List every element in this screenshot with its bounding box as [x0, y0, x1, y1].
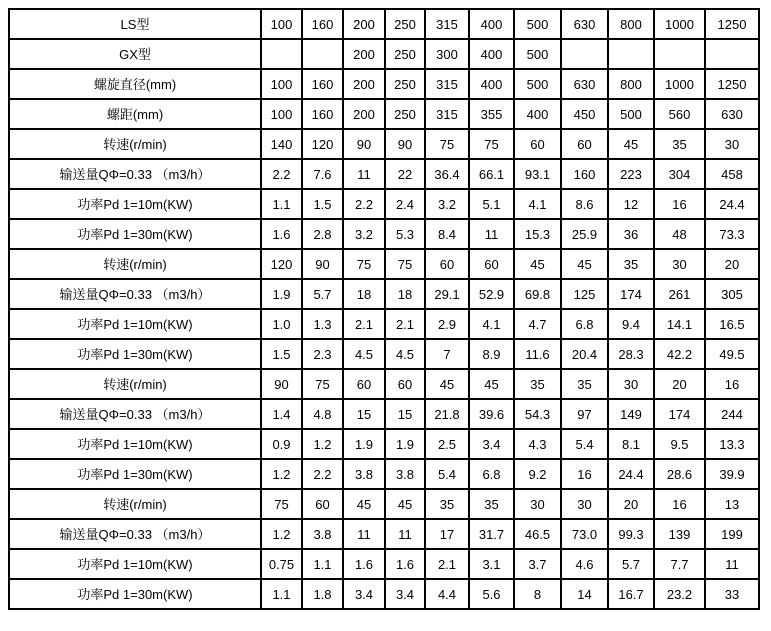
value-cell: 4.1	[469, 309, 514, 339]
value-cell: 54.3	[514, 399, 561, 429]
value-cell: 48	[654, 219, 705, 249]
value-cell: 0.9	[261, 429, 302, 459]
value-cell: 21.8	[425, 399, 469, 429]
table-row	[9, 279, 759, 309]
value-cell: 3.4	[343, 579, 385, 609]
value-cell: 75	[385, 249, 425, 279]
value-cell: 800	[608, 9, 654, 39]
value-cell: 560	[654, 99, 705, 129]
value-cell: 100	[261, 99, 302, 129]
value-cell: 75	[469, 129, 514, 159]
value-cell: 66.1	[469, 159, 514, 189]
value-cell: 100	[261, 69, 302, 99]
value-cell: 31.7	[469, 519, 514, 549]
value-cell: 250	[385, 69, 425, 99]
row-label: 输送量QΦ=0.33 （m3/h）	[9, 159, 261, 189]
value-cell: 15	[343, 399, 385, 429]
value-cell: 11	[705, 549, 759, 579]
value-cell: 45	[469, 369, 514, 399]
value-cell: 20	[608, 489, 654, 519]
table-row	[9, 459, 759, 489]
row-label: 功率Pd 1=30m(KW)	[9, 219, 261, 249]
value-cell: 90	[343, 129, 385, 159]
value-cell: 16.7	[608, 579, 654, 609]
value-cell: 75	[302, 369, 343, 399]
value-cell: 1.9	[385, 429, 425, 459]
value-cell: 11	[469, 219, 514, 249]
value-cell: 199	[705, 519, 759, 549]
value-cell: 69.8	[514, 279, 561, 309]
value-cell: 630	[561, 9, 608, 39]
value-cell: 60	[425, 249, 469, 279]
value-cell: 30	[514, 489, 561, 519]
value-cell: 1.4	[261, 399, 302, 429]
table-row	[9, 189, 759, 219]
table-row	[9, 39, 759, 69]
value-cell: 45	[343, 489, 385, 519]
value-cell: 39.9	[705, 459, 759, 489]
table-row	[9, 309, 759, 339]
value-cell: 15	[385, 399, 425, 429]
value-cell: 160	[561, 159, 608, 189]
value-cell: 16	[561, 459, 608, 489]
value-cell: 49.5	[705, 339, 759, 369]
value-cell: 1000	[654, 9, 705, 39]
value-cell: 1.1	[302, 549, 343, 579]
value-cell: 2.1	[343, 309, 385, 339]
value-cell: 24.4	[705, 189, 759, 219]
value-cell: 3.4	[469, 429, 514, 459]
value-cell: 75	[425, 129, 469, 159]
value-cell: 20	[654, 369, 705, 399]
value-cell: 174	[654, 399, 705, 429]
value-cell: 36	[608, 219, 654, 249]
value-cell: 30	[561, 489, 608, 519]
value-cell: 400	[514, 99, 561, 129]
value-cell: 450	[561, 99, 608, 129]
value-cell: 35	[561, 369, 608, 399]
value-cell: 160	[302, 99, 343, 129]
value-cell: 99.3	[608, 519, 654, 549]
table-row	[9, 519, 759, 549]
value-cell: 20.4	[561, 339, 608, 369]
value-cell: 36.4	[425, 159, 469, 189]
value-cell: 29.1	[425, 279, 469, 309]
row-label: 功率Pd 1=10m(KW)	[9, 429, 261, 459]
row-label: 功率Pd 1=30m(KW)	[9, 459, 261, 489]
value-cell: 13.3	[705, 429, 759, 459]
value-cell: 2.2	[343, 189, 385, 219]
value-cell: 9.5	[654, 429, 705, 459]
value-cell: 5.7	[302, 279, 343, 309]
row-label: 功率Pd 1=30m(KW)	[9, 579, 261, 609]
value-cell: 2.4	[385, 189, 425, 219]
value-cell: 60	[343, 369, 385, 399]
value-cell: 304	[654, 159, 705, 189]
value-cell: 4.5	[343, 339, 385, 369]
value-cell: 45	[608, 129, 654, 159]
value-cell: 139	[654, 519, 705, 549]
value-cell: 97	[561, 399, 608, 429]
value-cell: 9.2	[514, 459, 561, 489]
value-cell: 8.9	[469, 339, 514, 369]
value-cell: 6.8	[561, 309, 608, 339]
value-cell: 200	[343, 39, 385, 69]
value-cell: 200	[343, 69, 385, 99]
value-cell: 2.5	[425, 429, 469, 459]
value-cell: 300	[425, 39, 469, 69]
value-cell: 45	[425, 369, 469, 399]
value-cell: 250	[385, 9, 425, 39]
row-label: 螺旋直径(mm)	[9, 69, 261, 99]
value-cell: 1000	[654, 69, 705, 99]
value-cell: 630	[705, 99, 759, 129]
value-cell: 14.1	[654, 309, 705, 339]
value-cell: 630	[561, 69, 608, 99]
value-cell: 1.2	[261, 459, 302, 489]
value-cell: 1.9	[261, 279, 302, 309]
row-label: LS型	[9, 9, 261, 39]
value-cell: 250	[385, 99, 425, 129]
value-cell: 1.0	[261, 309, 302, 339]
value-cell: 3.8	[302, 519, 343, 549]
value-cell: 5.3	[385, 219, 425, 249]
table-row	[9, 249, 759, 279]
value-cell: 4.8	[302, 399, 343, 429]
value-cell: 52.9	[469, 279, 514, 309]
table-row	[9, 399, 759, 429]
value-cell: 1.6	[343, 549, 385, 579]
value-cell: 1.9	[343, 429, 385, 459]
value-cell: 73.0	[561, 519, 608, 549]
value-cell: 73.3	[705, 219, 759, 249]
value-cell: 1250	[705, 9, 759, 39]
row-label: 输送量QΦ=0.33 （m3/h）	[9, 279, 261, 309]
row-label: 转速(r/min)	[9, 369, 261, 399]
value-cell: 30	[654, 249, 705, 279]
value-cell: 11	[385, 519, 425, 549]
value-cell: 3.7	[514, 549, 561, 579]
value-cell: 8.6	[561, 189, 608, 219]
value-cell: 16.5	[705, 309, 759, 339]
value-cell: 315	[425, 69, 469, 99]
value-cell: 149	[608, 399, 654, 429]
row-label: 螺距(mm)	[9, 99, 261, 129]
value-cell: 16	[705, 369, 759, 399]
value-cell: 93.1	[514, 159, 561, 189]
value-cell: 20	[705, 249, 759, 279]
value-cell: 500	[608, 99, 654, 129]
value-cell: 1.1	[261, 579, 302, 609]
value-cell: 305	[705, 279, 759, 309]
value-cell	[302, 39, 343, 69]
value-cell: 8.1	[608, 429, 654, 459]
value-cell: 11	[343, 159, 385, 189]
value-cell: 1.2	[261, 519, 302, 549]
value-cell: 1250	[705, 69, 759, 99]
value-cell: 4.6	[561, 549, 608, 579]
value-cell: 13	[705, 489, 759, 519]
value-cell: 140	[261, 129, 302, 159]
value-cell: 223	[608, 159, 654, 189]
value-cell: 5.1	[469, 189, 514, 219]
value-cell: 11	[343, 519, 385, 549]
value-cell: 2.3	[302, 339, 343, 369]
value-cell	[261, 39, 302, 69]
value-cell: 160	[302, 9, 343, 39]
value-cell: 3.8	[343, 459, 385, 489]
value-cell: 5.6	[469, 579, 514, 609]
value-cell: 125	[561, 279, 608, 309]
value-cell: 261	[654, 279, 705, 309]
value-cell: 5.4	[561, 429, 608, 459]
row-label: 转速(r/min)	[9, 249, 261, 279]
row-label: 输送量QΦ=0.33 （m3/h）	[9, 399, 261, 429]
value-cell: 4.1	[514, 189, 561, 219]
value-cell: 90	[302, 249, 343, 279]
table-row	[9, 429, 759, 459]
table-row	[9, 489, 759, 519]
value-cell: 7	[425, 339, 469, 369]
row-label: 功率Pd 1=10m(KW)	[9, 549, 261, 579]
value-cell: 23.2	[654, 579, 705, 609]
value-cell: 22	[385, 159, 425, 189]
value-cell: 60	[561, 129, 608, 159]
value-cell: 315	[425, 9, 469, 39]
value-cell: 14	[561, 579, 608, 609]
value-cell: 35	[514, 369, 561, 399]
value-cell	[561, 39, 608, 69]
value-cell: 45	[561, 249, 608, 279]
table-row	[9, 369, 759, 399]
value-cell: 25.9	[561, 219, 608, 249]
value-cell: 400	[469, 39, 514, 69]
value-cell: 2.1	[385, 309, 425, 339]
value-cell: 3.4	[385, 579, 425, 609]
value-cell: 1.6	[261, 219, 302, 249]
value-cell: 250	[385, 39, 425, 69]
value-cell: 2.9	[425, 309, 469, 339]
value-cell: 174	[608, 279, 654, 309]
row-label: 转速(r/min)	[9, 489, 261, 519]
table-row	[9, 219, 759, 249]
value-cell: 500	[514, 69, 561, 99]
value-cell	[705, 39, 759, 69]
value-cell: 3.8	[385, 459, 425, 489]
value-cell: 2.8	[302, 219, 343, 249]
spec-table	[8, 8, 760, 610]
value-cell: 244	[705, 399, 759, 429]
value-cell: 35	[425, 489, 469, 519]
value-cell: 75	[343, 249, 385, 279]
value-cell: 160	[302, 69, 343, 99]
value-cell: 400	[469, 9, 514, 39]
value-cell: 6.8	[469, 459, 514, 489]
value-cell: 33	[705, 579, 759, 609]
value-cell: 355	[469, 99, 514, 129]
value-cell: 17	[425, 519, 469, 549]
value-cell: 60	[385, 369, 425, 399]
value-cell: 5.7	[608, 549, 654, 579]
value-cell: 3.1	[469, 549, 514, 579]
value-cell: 2.2	[261, 159, 302, 189]
value-cell: 45	[385, 489, 425, 519]
value-cell: 0.75	[261, 549, 302, 579]
value-cell: 8.4	[425, 219, 469, 249]
row-label: GX型	[9, 39, 261, 69]
value-cell: 60	[302, 489, 343, 519]
value-cell: 12	[608, 189, 654, 219]
value-cell: 120	[302, 129, 343, 159]
value-cell: 30	[705, 129, 759, 159]
value-cell: 60	[469, 249, 514, 279]
value-cell: 24.4	[608, 459, 654, 489]
value-cell: 90	[385, 129, 425, 159]
row-label: 功率Pd 1=30m(KW)	[9, 339, 261, 369]
value-cell: 458	[705, 159, 759, 189]
value-cell: 1.5	[261, 339, 302, 369]
value-cell: 18	[385, 279, 425, 309]
value-cell: 2.2	[302, 459, 343, 489]
table-row	[9, 549, 759, 579]
value-cell: 11.6	[514, 339, 561, 369]
value-cell: 1.3	[302, 309, 343, 339]
value-cell: 60	[514, 129, 561, 159]
spec-table-body	[9, 9, 759, 609]
value-cell: 4.3	[514, 429, 561, 459]
value-cell: 28.3	[608, 339, 654, 369]
value-cell: 800	[608, 69, 654, 99]
value-cell: 35	[654, 129, 705, 159]
table-row	[9, 159, 759, 189]
value-cell: 30	[608, 369, 654, 399]
value-cell: 400	[469, 69, 514, 99]
value-cell: 35	[608, 249, 654, 279]
value-cell: 7.7	[654, 549, 705, 579]
value-cell: 9.4	[608, 309, 654, 339]
value-cell: 15.3	[514, 219, 561, 249]
value-cell: 2.1	[425, 549, 469, 579]
value-cell: 1.2	[302, 429, 343, 459]
value-cell: 16	[654, 489, 705, 519]
row-label: 功率Pd 1=10m(KW)	[9, 309, 261, 339]
value-cell: 315	[425, 99, 469, 129]
value-cell: 8	[514, 579, 561, 609]
value-cell: 500	[514, 39, 561, 69]
value-cell: 75	[261, 489, 302, 519]
table-row	[9, 129, 759, 159]
value-cell: 39.6	[469, 399, 514, 429]
value-cell: 28.6	[654, 459, 705, 489]
value-cell: 1.8	[302, 579, 343, 609]
value-cell: 3.2	[425, 189, 469, 219]
value-cell: 5.4	[425, 459, 469, 489]
table-row	[9, 9, 759, 39]
table-row	[9, 99, 759, 129]
value-cell: 42.2	[654, 339, 705, 369]
value-cell: 4.4	[425, 579, 469, 609]
value-cell: 18	[343, 279, 385, 309]
value-cell	[608, 39, 654, 69]
value-cell: 100	[261, 9, 302, 39]
value-cell: 16	[654, 189, 705, 219]
value-cell: 7.6	[302, 159, 343, 189]
table-row	[9, 579, 759, 609]
value-cell: 120	[261, 249, 302, 279]
row-label: 输送量QΦ=0.33 （m3/h）	[9, 519, 261, 549]
value-cell: 1.1	[261, 189, 302, 219]
value-cell: 90	[261, 369, 302, 399]
value-cell: 500	[514, 9, 561, 39]
value-cell: 35	[469, 489, 514, 519]
row-label: 转速(r/min)	[9, 129, 261, 159]
value-cell: 200	[343, 99, 385, 129]
value-cell: 200	[343, 9, 385, 39]
value-cell: 4.5	[385, 339, 425, 369]
value-cell: 45	[514, 249, 561, 279]
table-row	[9, 339, 759, 369]
value-cell: 4.7	[514, 309, 561, 339]
value-cell: 46.5	[514, 519, 561, 549]
value-cell: 1.6	[385, 549, 425, 579]
value-cell: 1.5	[302, 189, 343, 219]
value-cell	[654, 39, 705, 69]
value-cell: 3.2	[343, 219, 385, 249]
table-row	[9, 69, 759, 99]
row-label: 功率Pd 1=10m(KW)	[9, 189, 261, 219]
